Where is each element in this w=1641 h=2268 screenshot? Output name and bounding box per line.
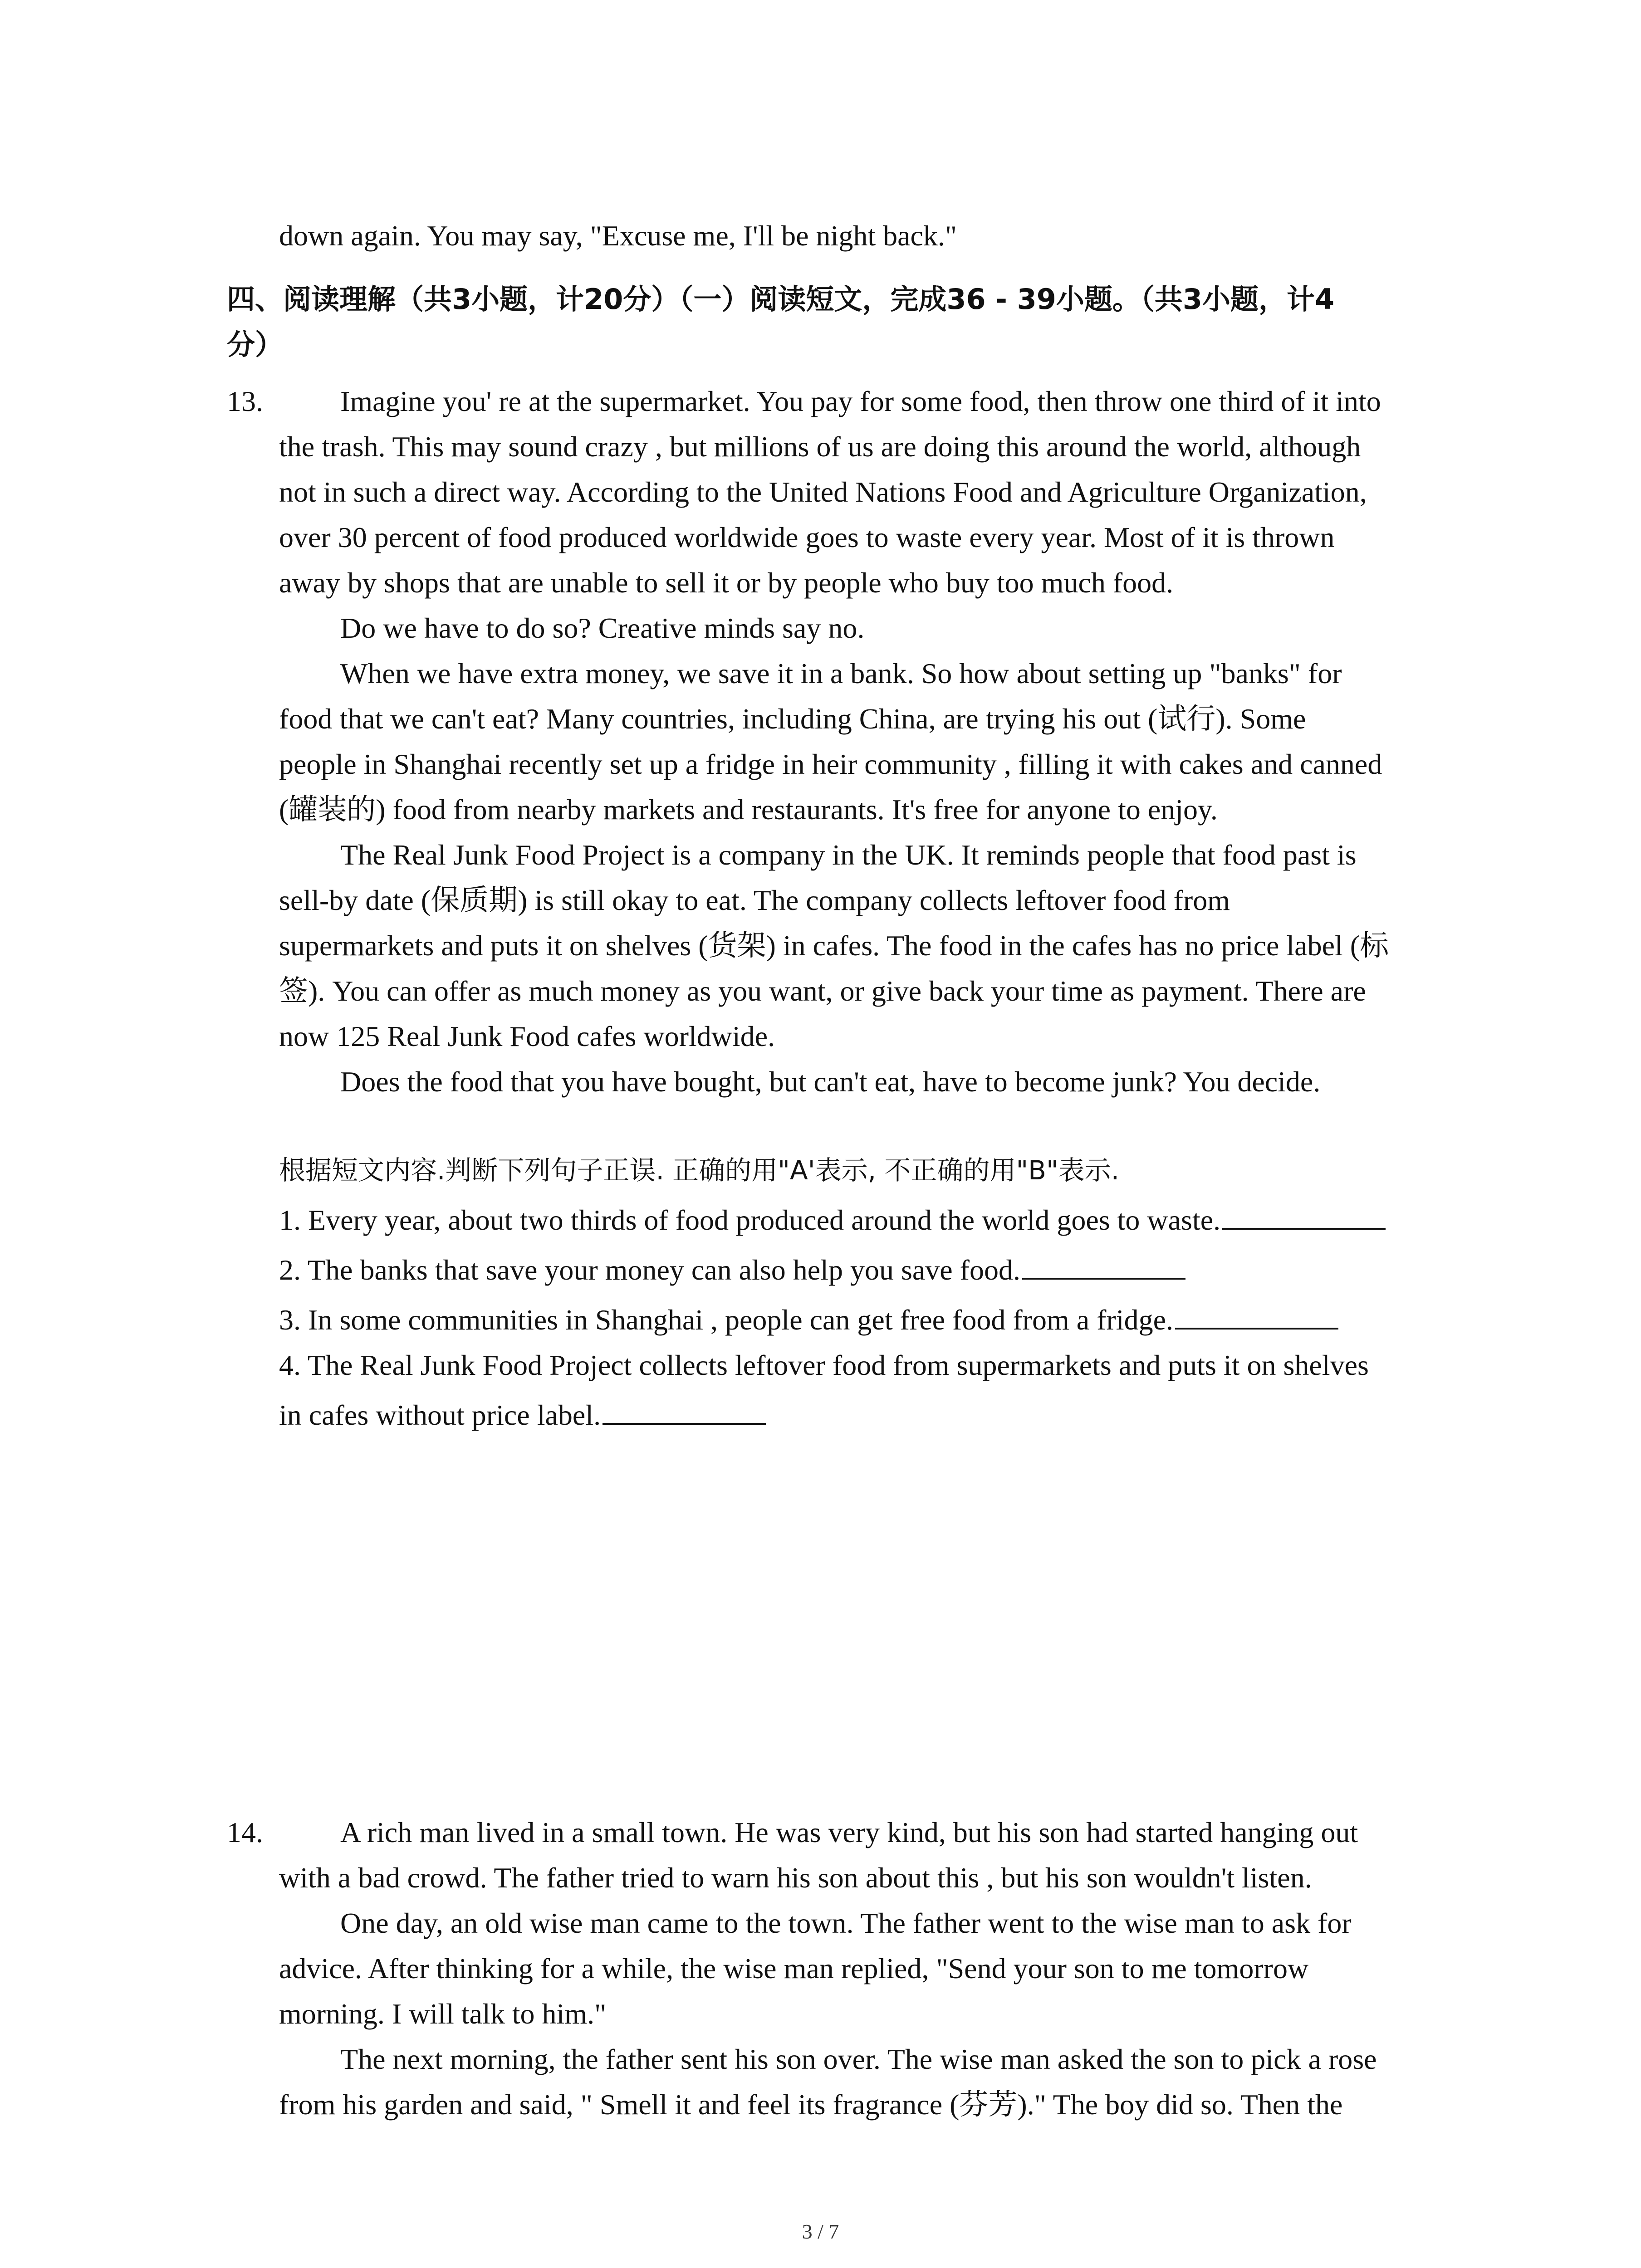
item-text: 1. Every year, about two thirds of food produced around the world goes to waste. xyxy=(279,1204,1221,1236)
item-text: 2. The banks that save your money can also help you save food. xyxy=(279,1254,1020,1286)
passage-line: Do we have to do so? Creative minds say no. xyxy=(340,612,865,644)
instruction-text: 根据短文内容.判断下列句子正误. 正确的用"A'表示, 不正确的用"B"表示. xyxy=(279,1155,1120,1186)
passage-line: away by shops that are unable to sell it or by people who buy too much food. xyxy=(279,567,1174,599)
passage-line: advice. After thinking for a while, the wise man replied, "Send your son to me tomorrow xyxy=(279,1952,1309,1984)
passage-line: food that we can't eat? Many countries, including China, are trying his out (试行). Some xyxy=(279,703,1306,735)
section-heading: 四、阅读理解（共3小题，计20分）（一）阅读短文，完成36 - 39小题。（共3小题，计4 xyxy=(227,283,1335,316)
passage-line: people in Shanghai recently set up a fridge in heir community , filling it with cakes and canned xyxy=(279,748,1382,780)
question-number: 14. xyxy=(227,1816,263,1848)
item-text: 3. In some communities in Shanghai , people can get free food from a fridge. xyxy=(279,1304,1173,1336)
page-number: 3 / 7 xyxy=(802,2220,839,2243)
passage-line: morning. I will talk to him." xyxy=(279,1998,607,2030)
passage-line: When we have extra money, we save it in a bank. So how about setting up "banks" for xyxy=(340,657,1342,689)
item-text: in cafes without price label. xyxy=(279,1399,601,1431)
passage-line: A rich man lived in a small town. He was very kind, but his son had started hanging out xyxy=(340,1816,1358,1848)
answer-blank[interactable] xyxy=(1175,1300,1338,1330)
passage-line: with a bad crowd. The father tried to warn his son about this , but his son wouldn't listen. xyxy=(279,1862,1312,1894)
question-number: 13. xyxy=(227,385,263,417)
passage-line: One day, an old wise man came to the town. The father went to the wise man to ask for xyxy=(340,1907,1352,1939)
true-false-item: 4. The Real Junk Food Project collects leftover food from supermarkets and puts it on shelves xyxy=(279,1349,1369,1381)
passage-line: now 125 Real Junk Food cafes worldwide. xyxy=(279,1020,775,1052)
continuation-text: down again. You may say, "Excuse me, I'll be night back." xyxy=(279,220,957,252)
passage-line: sell-by date (保质期) is still okay to eat. The company collects leftover food from xyxy=(279,884,1230,916)
passage-line: Does the food that you have bought, but can't eat, have to become junk? You decide. xyxy=(340,1066,1321,1098)
true-false-item xyxy=(279,1297,1338,1343)
passage-line: over 30 percent of food produced worldwide goes to waste every year. Most of it is thrown xyxy=(279,521,1335,553)
passage-line: the trash. This may sound crazy , but millions of us are doing this around the world, although xyxy=(279,430,1361,463)
answer-blank[interactable] xyxy=(603,1396,766,1425)
true-false-item xyxy=(279,1393,766,1438)
passage-line: The Real Junk Food Project is a company in the UK. It reminds people that food past is xyxy=(340,839,1357,871)
passage-line: from his garden and said, " Smell it and feel its fragrance (芬芳)." The boy did so. Then the xyxy=(279,2088,1343,2121)
true-false-item xyxy=(279,1198,1386,1243)
passage-line: 签). You can offer as much money as you want, or give back your time as payment. There are xyxy=(279,975,1366,1007)
passage-line: The next morning, the father sent his son over. The wise man asked the son to pick a rose xyxy=(340,2043,1377,2075)
answer-blank[interactable] xyxy=(1222,1201,1386,1230)
passage-line: Imagine you' re at the supermarket. You pay for some food, then throw one third of it into xyxy=(340,385,1381,417)
answer-blank[interactable] xyxy=(1022,1251,1185,1280)
true-false-item xyxy=(279,1247,1185,1293)
section-heading-cont: 分） xyxy=(227,328,284,361)
passage-line: not in such a direct way. According to the United Nations Food and Agriculture Organization, xyxy=(279,476,1367,508)
passage-line: (罐装的) food from nearby markets and restaurants. It's free for anyone to enjoy. xyxy=(279,793,1218,826)
passage-line: supermarkets and puts it on shelves (货架) in cafes. The food in the cafes has no price label (标 xyxy=(279,929,1389,962)
